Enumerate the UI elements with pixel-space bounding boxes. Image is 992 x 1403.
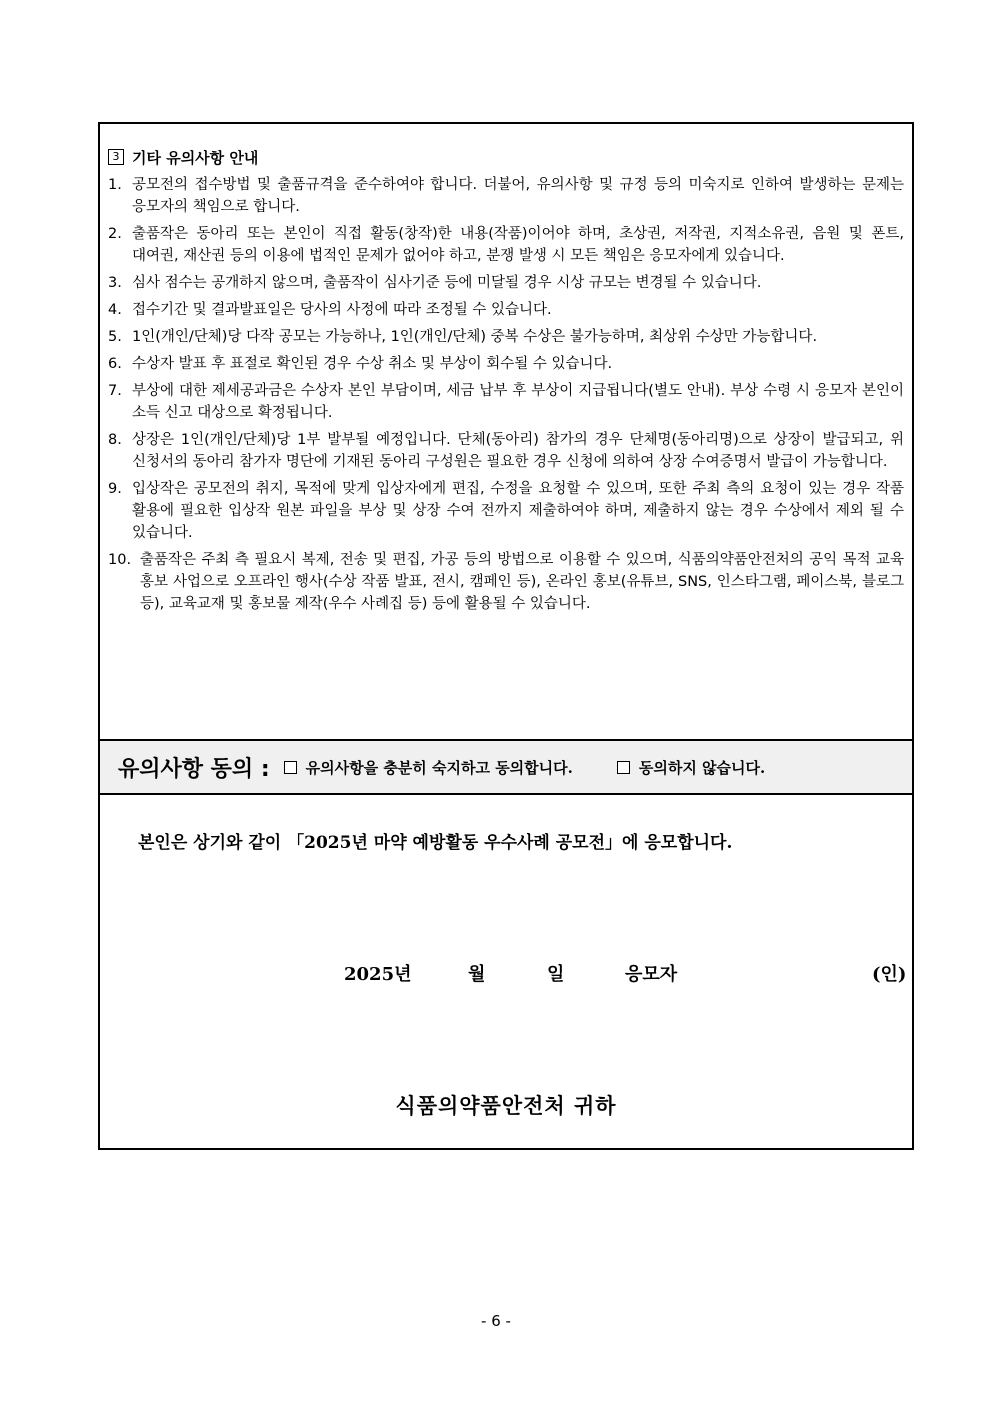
item-number: 1. (108, 177, 122, 193)
list-item (108, 299, 904, 321)
list-item (108, 174, 904, 218)
agree-label: 유의사항을 충분히 숙지하고 동의합니다. (305, 758, 573, 777)
signature-month: 월 (468, 964, 486, 985)
notice-list (108, 174, 904, 615)
consent-title: 유의사항 동의 : (118, 756, 270, 782)
item-number: 2. (108, 226, 122, 242)
signature-row (100, 960, 912, 986)
item-text: 수상자 발표 후 표절로 확인된 경우 수상 취소 및 부상이 회수될 수 있습니다. (132, 356, 613, 372)
signature-year: 2025년 (344, 964, 412, 985)
item-text: 심사 점수는 공개하지 않으며, 출품작이 심사기준 등에 미달될 경우 시상 규모는 변경될 수 있습니다. (132, 275, 762, 291)
item-text: 접수기간 및 결과발표일은 당사의 사정에 따라 조정될 수 있습니다. (132, 302, 552, 318)
notice-section (100, 124, 912, 740)
signature-day: 일 (547, 964, 565, 985)
item-number: 9. (108, 481, 122, 497)
section-number: 3 (108, 149, 124, 165)
list-item (108, 353, 904, 375)
list-item (108, 429, 904, 473)
list-item (108, 478, 904, 544)
item-number: 7. (108, 383, 122, 399)
list-item (108, 223, 904, 267)
application-form-frame (98, 122, 914, 1150)
seal-mark: (인) (872, 964, 907, 985)
item-text: 상장은 1인(개인/단체)당 1부 발부될 예정입니다. 단체(동아리) 참가의 경우 단체명(동아리명)으로 상장이 발급되고, 위 신청서의 동아리 참가자 명단에 기재된 동아리 구성원은 필요한 경우 신청에 의하여 상장 수여증명서 발급이 가능합니다. (132, 432, 904, 470)
item-number: 4. (108, 302, 122, 318)
item-number: 10. (108, 552, 132, 568)
applicant-label: 응모자 (625, 964, 678, 985)
pledge-statement: 본인은 상기와 같이 「2025년 마약 예방활동 우수사례 공모전」에 응모합니다. (138, 833, 733, 853)
item-number: 8. (108, 432, 122, 448)
consent-bar (100, 739, 912, 795)
item-text: 부상에 대한 제세공과금은 수상자 본인 부담이며, 세금 납부 후 부상이 지급됩니다(별도 안내). 부상 수령 시 응모자 본인이 소득 신고 대상으로 확정됩니다. (132, 383, 904, 421)
page-number: - 6 - (481, 1312, 511, 1330)
item-text: 1인(개인/단체)당 다작 공모는 가능하나, 1인(개인/단체) 중복 수상은 불가능하며, 최상위 수상만 가능합니다. (132, 329, 818, 345)
item-number: 3. (108, 275, 122, 291)
list-item (108, 380, 904, 424)
disagree-label: 동의하지 않습니다. (638, 758, 766, 777)
disagree-checkbox[interactable] (617, 761, 630, 774)
section-title: 기타 유의사항 안내 (132, 148, 259, 167)
list-item (108, 272, 904, 294)
item-text: 출품작은 주최 측 필요시 복제, 전송 및 편집, 가공 등의 방법으로 이용할 수 있으며, 식품의약품안전처의 공익 목적 교육 홍보 사업으로 오프라인 행사(수상 작품 발표, 전시, 캠페인 등), 온라인 홍보(유튜브, SNS, 인스타그램, 페이스북, 블로그 등), 교육교재 및 홍보물 제작(우수 사례집 등) 등에 활용될 수 있습니다. (140, 552, 904, 612)
section-heading (108, 146, 904, 168)
item-text: 입상작은 공모전의 취지, 목적에 맞게 입상자에게 편집, 수정을 요청할 수 있으며, 또한 주최 측의 요청이 있는 경우 작품 활용에 필요한 입상작 원본 파일을 부상 및 상장 수여 전까지 제출하여야 하며, 제출하지 않는 경우 수상에서 제외 될 수 있습니다. (132, 481, 904, 541)
item-text: 출품작은 동아리 또는 본인이 직접 활동(창작)한 내용(작품)이어야 하며, 초상권, 저작권, 지적소유권, 음원 및 폰트, 대여권, 재산권 등의 이용에 법적인 문제가 없어야 하고, 분쟁 발생 시 모든 책임은 응모자에게 있습니다. (132, 226, 904, 264)
item-text: 공모전의 접수방법 및 출품규격을 준수하여야 합니다. 더불어, 유의사항 및 규정 등의 미숙지로 인하여 발생하는 문제는 응모자의 책임으로 합니다. (132, 177, 904, 215)
disagree-option[interactable] (617, 757, 765, 778)
item-number: 6. (108, 356, 122, 372)
list-item (108, 326, 904, 348)
recipient: 식품의약품안전처 귀하 (395, 1094, 617, 1118)
item-number: 5. (108, 329, 122, 345)
agree-checkbox[interactable] (284, 761, 297, 774)
agree-option[interactable] (284, 757, 573, 778)
list-item (108, 549, 904, 615)
